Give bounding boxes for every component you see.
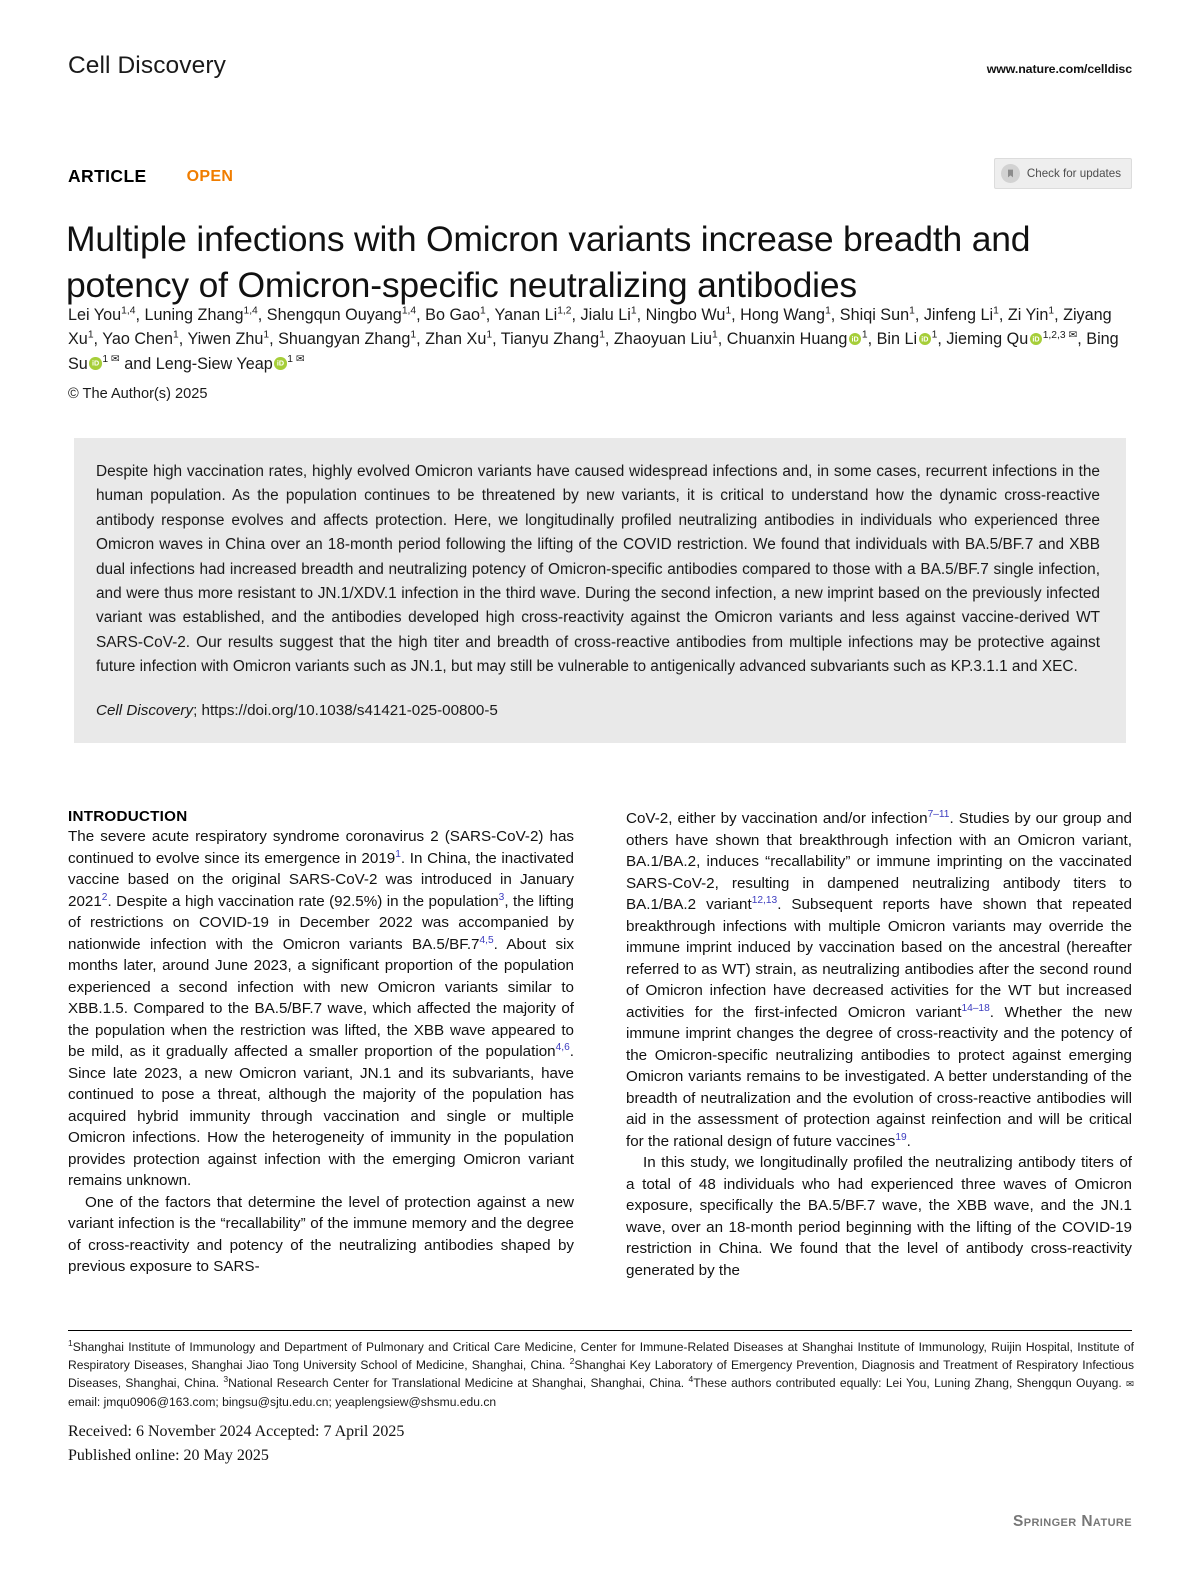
abstract-text: Despite high vaccination rates, highly evolved Omicron variants have caused widespread infections and, in some cases, recurrent infections in the human population. As the population continues to be threatened by new variants, it is critical to understand how the dynamic cross-reactive antibody response evolves and affects protection. Here, we longitudinally profiled neutralizing antibodies in individuals who experienced three Omicron waves in China over an 18-month period following the lifting of the COVID restriction. We found that individuals with BA.5/BF.7 and XBB dual infections had increased breadth and neutralizing potency of Omicron-specific antibodies compared to those with a BA.5/BF.7 single infection, and were thus more resistant to JN.1/XDV.1 infection in the third wave. During the second infection, a new imprint based on the previously infected variant was established, and the antibodies developed high cross-reactivity against the Omicron variants and less against vaccine-derived WT SARS-CoV-2. Our results suggest that the high titer and breadth of cross-reactive antibodies from multiple infections may be protective against future infection with Omicron variants such as JN.1, but may still be vulnerable to antigenically advanced subvariants such as KP.3.1.1 and XEC. — [96, 463, 1100, 676]
open-access-badge: OPEN — [186, 167, 234, 185]
author-affil-sup: 1 ✉ — [287, 353, 305, 366]
text-run: . — [906, 1132, 911, 1150]
text-run: The severe acute respiratory syndrome coronavirus 2 (SARS-CoV-2) has continued to evolve since its emergence in 2019 — [68, 828, 574, 867]
author-name[interactable]: Bin Li — [876, 330, 918, 349]
text-run: . Subsequent reports have shown that repeated breakthrough infections with multiple Omicron variants may override the immune imprint induced by vaccination based on the ancestral (hereafter referred to as WT) strain, as neutralizing antibodies after the second round of Omicron infection have decreased activities for the WT but increased activities for the first-infected Omicron variant — [626, 896, 1132, 1021]
author-name[interactable]: Zhan Xu — [425, 330, 487, 349]
author-affil-sup: 1 — [931, 329, 938, 341]
citation-ref[interactable]: 19 — [895, 1131, 907, 1143]
body-columns — [68, 808, 1132, 1298]
author-affil-sup: 1 — [87, 329, 94, 341]
abstract-box — [74, 438, 1126, 743]
orcid-icon[interactable] — [919, 333, 932, 346]
publication-dates — [68, 1420, 404, 1467]
text-run: . Since late 2023, a new Omicron variant, JN.1 and its subvariants, have continued to pose a threat, although the majority of the population has acquired hybrid immunity through vaccination and single or multiple Omicron infections. How the heterogeneity of immunity in the population provides protection against infection with the emerging Omicron variant remains unknown. — [68, 1043, 574, 1189]
article-type-row — [68, 166, 1132, 187]
author-affil-sup: 1,2,3 ✉ — [1042, 328, 1078, 341]
text-run: . About six months later, around June 2023, a significant proportion of the population experienced a second infection with new Omicron variants similar to XBB.1.5. Compared to the BA.5/BF.7 wave, which affected the majority of the population when the restriction was lifted, the XBB wave appeared to be mild, as it gradually affected a smaller proportion of the population — [68, 935, 575, 1060]
author-name[interactable]: Yao Chen — [102, 330, 174, 349]
author-affil-sup: 1,2 — [557, 305, 572, 317]
affiliation-marker: 1 — [68, 1337, 73, 1348]
citation-doi[interactable]: ; https://doi.org/10.1038/s41421-025-00800-5 — [193, 701, 498, 719]
author-affil-sup: 1 — [861, 329, 868, 341]
intro-paragraph-2: One of the factors that determine the level of protection against a new variant infection is the “recallability” of the immune memory and the degree of cross-reactivity and potency of the neutralizing antibodies shaped by previous exposure to SARS- — [68, 1193, 574, 1275]
section-heading-introduction: INTRODUCTION — [68, 808, 188, 825]
author-name[interactable]: Ningbo Wu — [645, 306, 726, 324]
author-name[interactable]: Bing Su — [68, 330, 1119, 373]
author-name[interactable]: Yiwen Zhu — [187, 330, 264, 349]
author-name[interactable]: Zi Yin — [1007, 306, 1049, 324]
author-name[interactable]: Ziyang Xu — [68, 306, 1112, 349]
received-accepted-line: Received: 6 November 2024 Accepted: 7 April 2025 — [68, 1423, 405, 1440]
author-affil-sup: 1 — [725, 305, 732, 317]
author-affil-sup: 1 — [486, 329, 493, 341]
orcid-icon[interactable] — [89, 357, 102, 370]
article-kicker: ARTICLE — [68, 166, 147, 186]
intro-paragraph-1 — [68, 826, 574, 1192]
text-run: . Studies by our group and others have shown that breakthrough infection with an Omicron variant, BA.1/BA.2, induces “recallability” or immune imprinting on the vaccinated SARS-CoV-2, resulting in dampened neutralizing antibody titers to BA.1/BA.2 variant — [626, 810, 1133, 913]
affiliation-text: These authors contributed equally: Lei You, Luning Zhang, Shengqun Ouyang. — [693, 1376, 1127, 1391]
author-affil-sup: 1,4 — [243, 305, 258, 317]
author-affil-sup: 1 — [712, 329, 718, 341]
citation-journal: Cell Discovery — [96, 701, 194, 719]
author-name[interactable]: Jialu Li — [580, 306, 631, 324]
author-affil-sup: 1 — [599, 329, 605, 341]
page-title: Multiple infections with Omicron variants increase breadth and potency of Omicron-specific neutralizing antibodies — [66, 218, 1031, 305]
author-affil-sup: 1 — [1048, 305, 1055, 317]
running-head — [68, 52, 1132, 80]
citation-ref[interactable]: 2 — [101, 891, 108, 903]
author-affil-sup: 1 — [480, 305, 486, 317]
author-affil-sup: 1 — [993, 305, 999, 317]
copyright-line: © The Author(s) 2025 — [68, 386, 208, 402]
citation-ref[interactable]: 4,5 — [479, 934, 494, 946]
journal-name: Cell Discovery — [68, 52, 226, 79]
affiliation-text: Shanghai Institute of Immunology and Department of Pulmonary and Critical Care Medicine, Center for Immune-Related Diseases at Shanghai Institute of Immunology, Ruijin Hospital, Institute of Respiratory Diseases, Shanghai Jiao Tong University School of Medicine, Shanghai, China. — [68, 1340, 1134, 1373]
envelope-icon: ✉ — [110, 353, 120, 366]
envelope-icon: ✉ — [295, 353, 305, 366]
citation-ref[interactable]: 14–18 — [961, 1002, 990, 1014]
affiliation-marker: 4 — [688, 1374, 694, 1385]
author-name[interactable]: Lei You — [68, 306, 122, 324]
author-affil-sup: 1 — [825, 305, 831, 317]
author-list: Lei You$^{1,4}$, Luning Zhang$^{1,4}$, Shengqun Ouyang$^{1,4}$, Bo Gao$^1$, Yanan Li$^{1,2}$, Jialu Li$^1$, Ningbo Wu$^1$, Hong Wang$^1$, Shiqi Sun$^1$, Jinfeng Li$^1$, Zi Yin$^1$, Ziyang Xu$^1$, Yao Chen$^1$, Yiwen Zhu$^1$, Shuangyan Zhang$^1$, Zhan Xu$^1$, Tianyu Zhang$^1$, Zhaoyuan Liu$^1$, Chuanxin Huang iD $^1$, Bin Li iD $^1$, Jieming Qu iD $^{1,2,3 ✉}$, Bing Su iD $^{1 ✉}$ and Leng-Siew Yeap iD $^{1 ✉}$ — [68, 303, 1128, 376]
author-affil-sup: 1,4 — [401, 305, 417, 317]
citation-ref[interactable]: 7–11 — [927, 808, 950, 820]
envelope-icon: ✉ — [1126, 1379, 1134, 1391]
author-affil-sup: 1 — [909, 305, 915, 317]
author-name[interactable]: Bo Gao — [425, 306, 481, 324]
author-affil-sup: 1 ✉ — [102, 353, 120, 366]
text-run: . Despite a high vaccination rate (92.5%) in the population — [107, 892, 499, 910]
orcid-icon[interactable] — [274, 357, 287, 370]
author-name[interactable]: Zhaoyuan Liu — [613, 330, 713, 349]
author-name[interactable]: Leng-Siew Yeap — [155, 354, 273, 373]
citation-ref[interactable]: 4,6 — [555, 1041, 570, 1053]
author-affil-sup: 1 — [173, 329, 179, 341]
author-name[interactable]: Hong Wang — [740, 306, 826, 324]
affiliations-block — [68, 1338, 1134, 1411]
author-name[interactable]: Jinfeng Li — [923, 306, 994, 324]
author-name[interactable]: Shiqi Sun — [839, 306, 910, 324]
affiliation-marker: 2 — [569, 1356, 575, 1367]
text-run: CoV-2, either by vaccination and/or infection — [626, 810, 928, 827]
body-column-left — [68, 808, 574, 1298]
author-name[interactable]: Yanan Li — [494, 306, 558, 324]
intro-paragraph-3 — [626, 808, 1132, 1152]
affiliation-text: National Research Center for Translational Medicine at Shanghai, Shanghai, China. — [228, 1376, 689, 1391]
publisher-logo: Springer Nature — [1012, 1513, 1132, 1530]
article-citation — [96, 702, 1100, 719]
citation-ref[interactable]: 12,13 — [751, 894, 778, 906]
citation-ref[interactable]: 3 — [498, 891, 505, 903]
author-affil-sup: 1 — [263, 329, 270, 341]
text-run: , the lifting of restrictions on COVID-19 in December 2022 was accompanied by nationwide infection with the Omicron variants BA.5/BF.7 — [68, 892, 574, 953]
author-name[interactable]: Chuanxin Huang — [726, 330, 848, 349]
author-affil-sup: 1 — [630, 305, 637, 317]
author-affil-sup: 1 — [410, 329, 417, 341]
check-for-updates-button[interactable] — [994, 158, 1132, 189]
text-run: . Whether the new immune imprint changes the degree of cross-reactivity and the potency of the Omicron-specific neutralizing antibodies to protect against emerging Omicron variants remains to be investigated. A better understanding of the breadth of neutralization and the evolution of cross-reactive antibodies will aid in the assessment of protection against reinfection and will be critical for the rational design of future vaccines — [626, 1003, 1132, 1150]
journal-url[interactable]: www.nature.com/celldisc — [986, 62, 1132, 76]
check-for-updates-label: Check for updates — [1026, 167, 1121, 180]
published-online-line: Published online: 20 May 2025 — [68, 1446, 269, 1464]
email-label: email: — [68, 1394, 104, 1409]
citation-ref[interactable]: 1 — [395, 848, 401, 860]
author-name[interactable]: Luning Zhang — [144, 306, 244, 324]
author-affil-sup: 1,4 — [121, 305, 136, 317]
bookmark-icon — [1001, 164, 1020, 183]
intro-paragraph-4: In this study, we longitudinally profiled the neutralizing antibody titers of a total of 48 individuals who had experienced three waves of Omicron exposure, specifically the BA.5/BF.7 wave, the XBB wave, and the JN.1 wave, over an 18-month period beginning with the lifting of the COVID-19 restriction in China. We found that the level of antibody cross-reactivity generated by the — [626, 1154, 1132, 1279]
author-name[interactable]: Jieming Qu — [946, 330, 1029, 349]
envelope-icon: ✉ — [1068, 328, 1078, 341]
email-addresses[interactable]: jmqu0906@163.com; bingsu@sjtu.edu.cn; yeaplengsiew@shsmu.edu.cn — [103, 1394, 497, 1409]
affiliation-marker: 3 — [223, 1374, 229, 1385]
text-run: . In China, the inactivated vaccine based on the original SARS-CoV-2 was introduced in January 2021 — [68, 849, 574, 910]
footnote-divider — [68, 1330, 1132, 1331]
orcid-icon[interactable] — [849, 333, 862, 346]
affiliation-text: Shanghai Key Laboratory of Emergency Prevention, Diagnosis and Treatment of Respiratory Infectious Diseases, Shanghai, China. — [68, 1358, 1134, 1391]
author-name[interactable]: Shengqun Ouyang — [266, 306, 402, 324]
body-column-right — [626, 808, 1132, 1298]
author-name[interactable]: Shuangyan Zhang — [278, 330, 411, 349]
orcid-icon[interactable] — [1030, 333, 1043, 346]
author-name[interactable]: Tianyu Zhang — [500, 330, 600, 349]
